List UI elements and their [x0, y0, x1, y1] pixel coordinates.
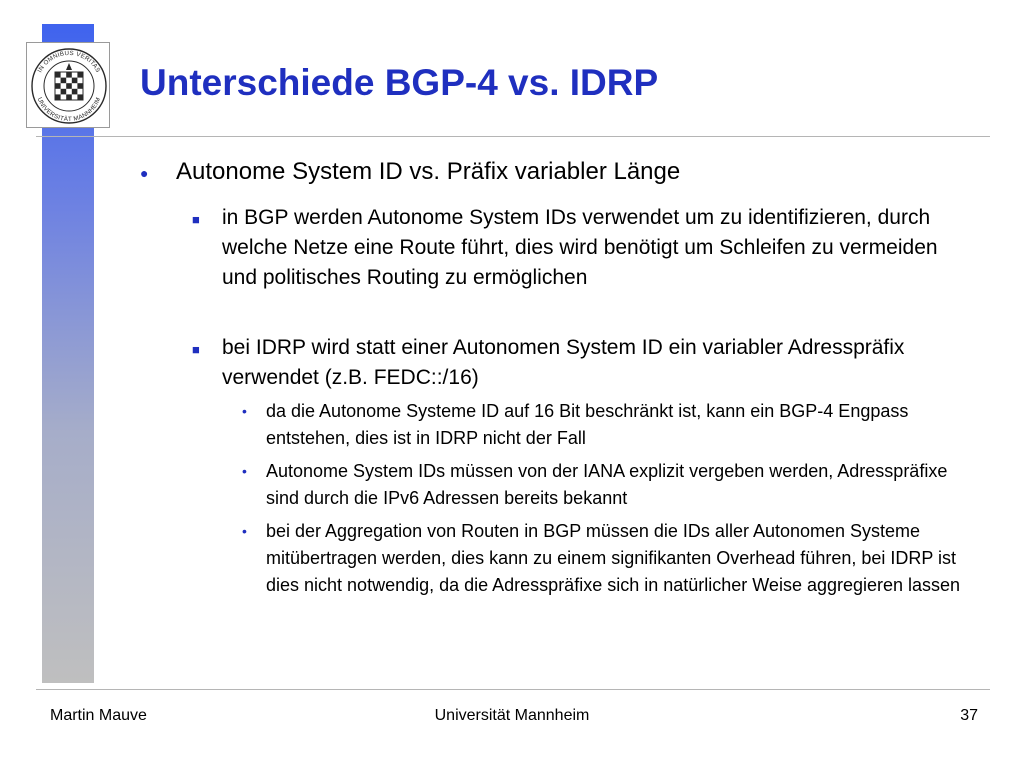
university-seal-logo — [26, 42, 110, 128]
round-bullet-icon: ● — [140, 165, 149, 181]
seal-icon — [27, 43, 111, 129]
dot-bullet-icon: • — [242, 403, 247, 419]
bullet-item-level2 — [192, 203, 942, 293]
footer-institution: Universität Mannheim — [434, 707, 590, 724]
dot-bullet-icon: • — [242, 523, 247, 539]
bullet-item-level3 — [242, 398, 981, 452]
square-bullet-icon: ■ — [192, 212, 200, 227]
slide-title: Unterschiede BGP-4 vs. IDRP — [140, 62, 659, 103]
bullet-item-level1 — [140, 156, 966, 187]
bullet-text: bei IDRP wird statt einer Autonomen System ID ein variabler Adresspräfix verwendet (z.B. FEDC::/16) — [222, 336, 905, 389]
title-divider — [36, 136, 990, 137]
bullet-text: da die Autonome Systeme ID auf 16 Bit beschränkt ist, kann ein BGP-4 Engpass entstehen, dies ist in IDRP nicht der Fall — [266, 401, 909, 448]
bullet-item-level3 — [242, 518, 981, 599]
bullet-text: Autonome System IDs müssen von der IANA explizit vergeben werden, Adresspräfixe sind durch die IPv6 Adressen bereits bekannt — [266, 461, 948, 508]
footer-divider — [36, 689, 990, 690]
bullet-text: Autonome System ID vs. Präfix variabler Länge — [176, 158, 681, 185]
bullet-item-level3 — [242, 458, 981, 512]
square-bullet-icon: ■ — [192, 342, 200, 357]
seal-text-top: IN OMNIBUS VERITAS — [36, 49, 102, 74]
svg-text:IN OMNIBUS VERITAS — [36, 50, 101, 74]
footer-page-number: 37 — [960, 707, 978, 724]
seal-text-bottom: UNIVERSITÄT MANNHEIM — [35, 96, 103, 124]
footer-author: Martin Mauve — [50, 707, 147, 724]
dot-bullet-icon: • — [242, 463, 247, 479]
bullet-text: bei der Aggregation von Routen in BGP müssen die IDs aller Autonomen Systeme mitübertragen werden, dies kann zu einem signifikanten Overhead führen, bei IDRP ist dies nicht notwendig, da die Adresspräfixe sich in natürlicher Weise aggregieren lassen — [266, 521, 961, 595]
bullet-text: in BGP werden Autonome System IDs verwendet um zu identifizieren, durch welche Netze eine Route führt, dies wird benötigt um Schleifen zu vermeiden und politisches Routing zu ermöglichen — [222, 206, 938, 289]
bullet-item-level2 — [192, 333, 942, 393]
